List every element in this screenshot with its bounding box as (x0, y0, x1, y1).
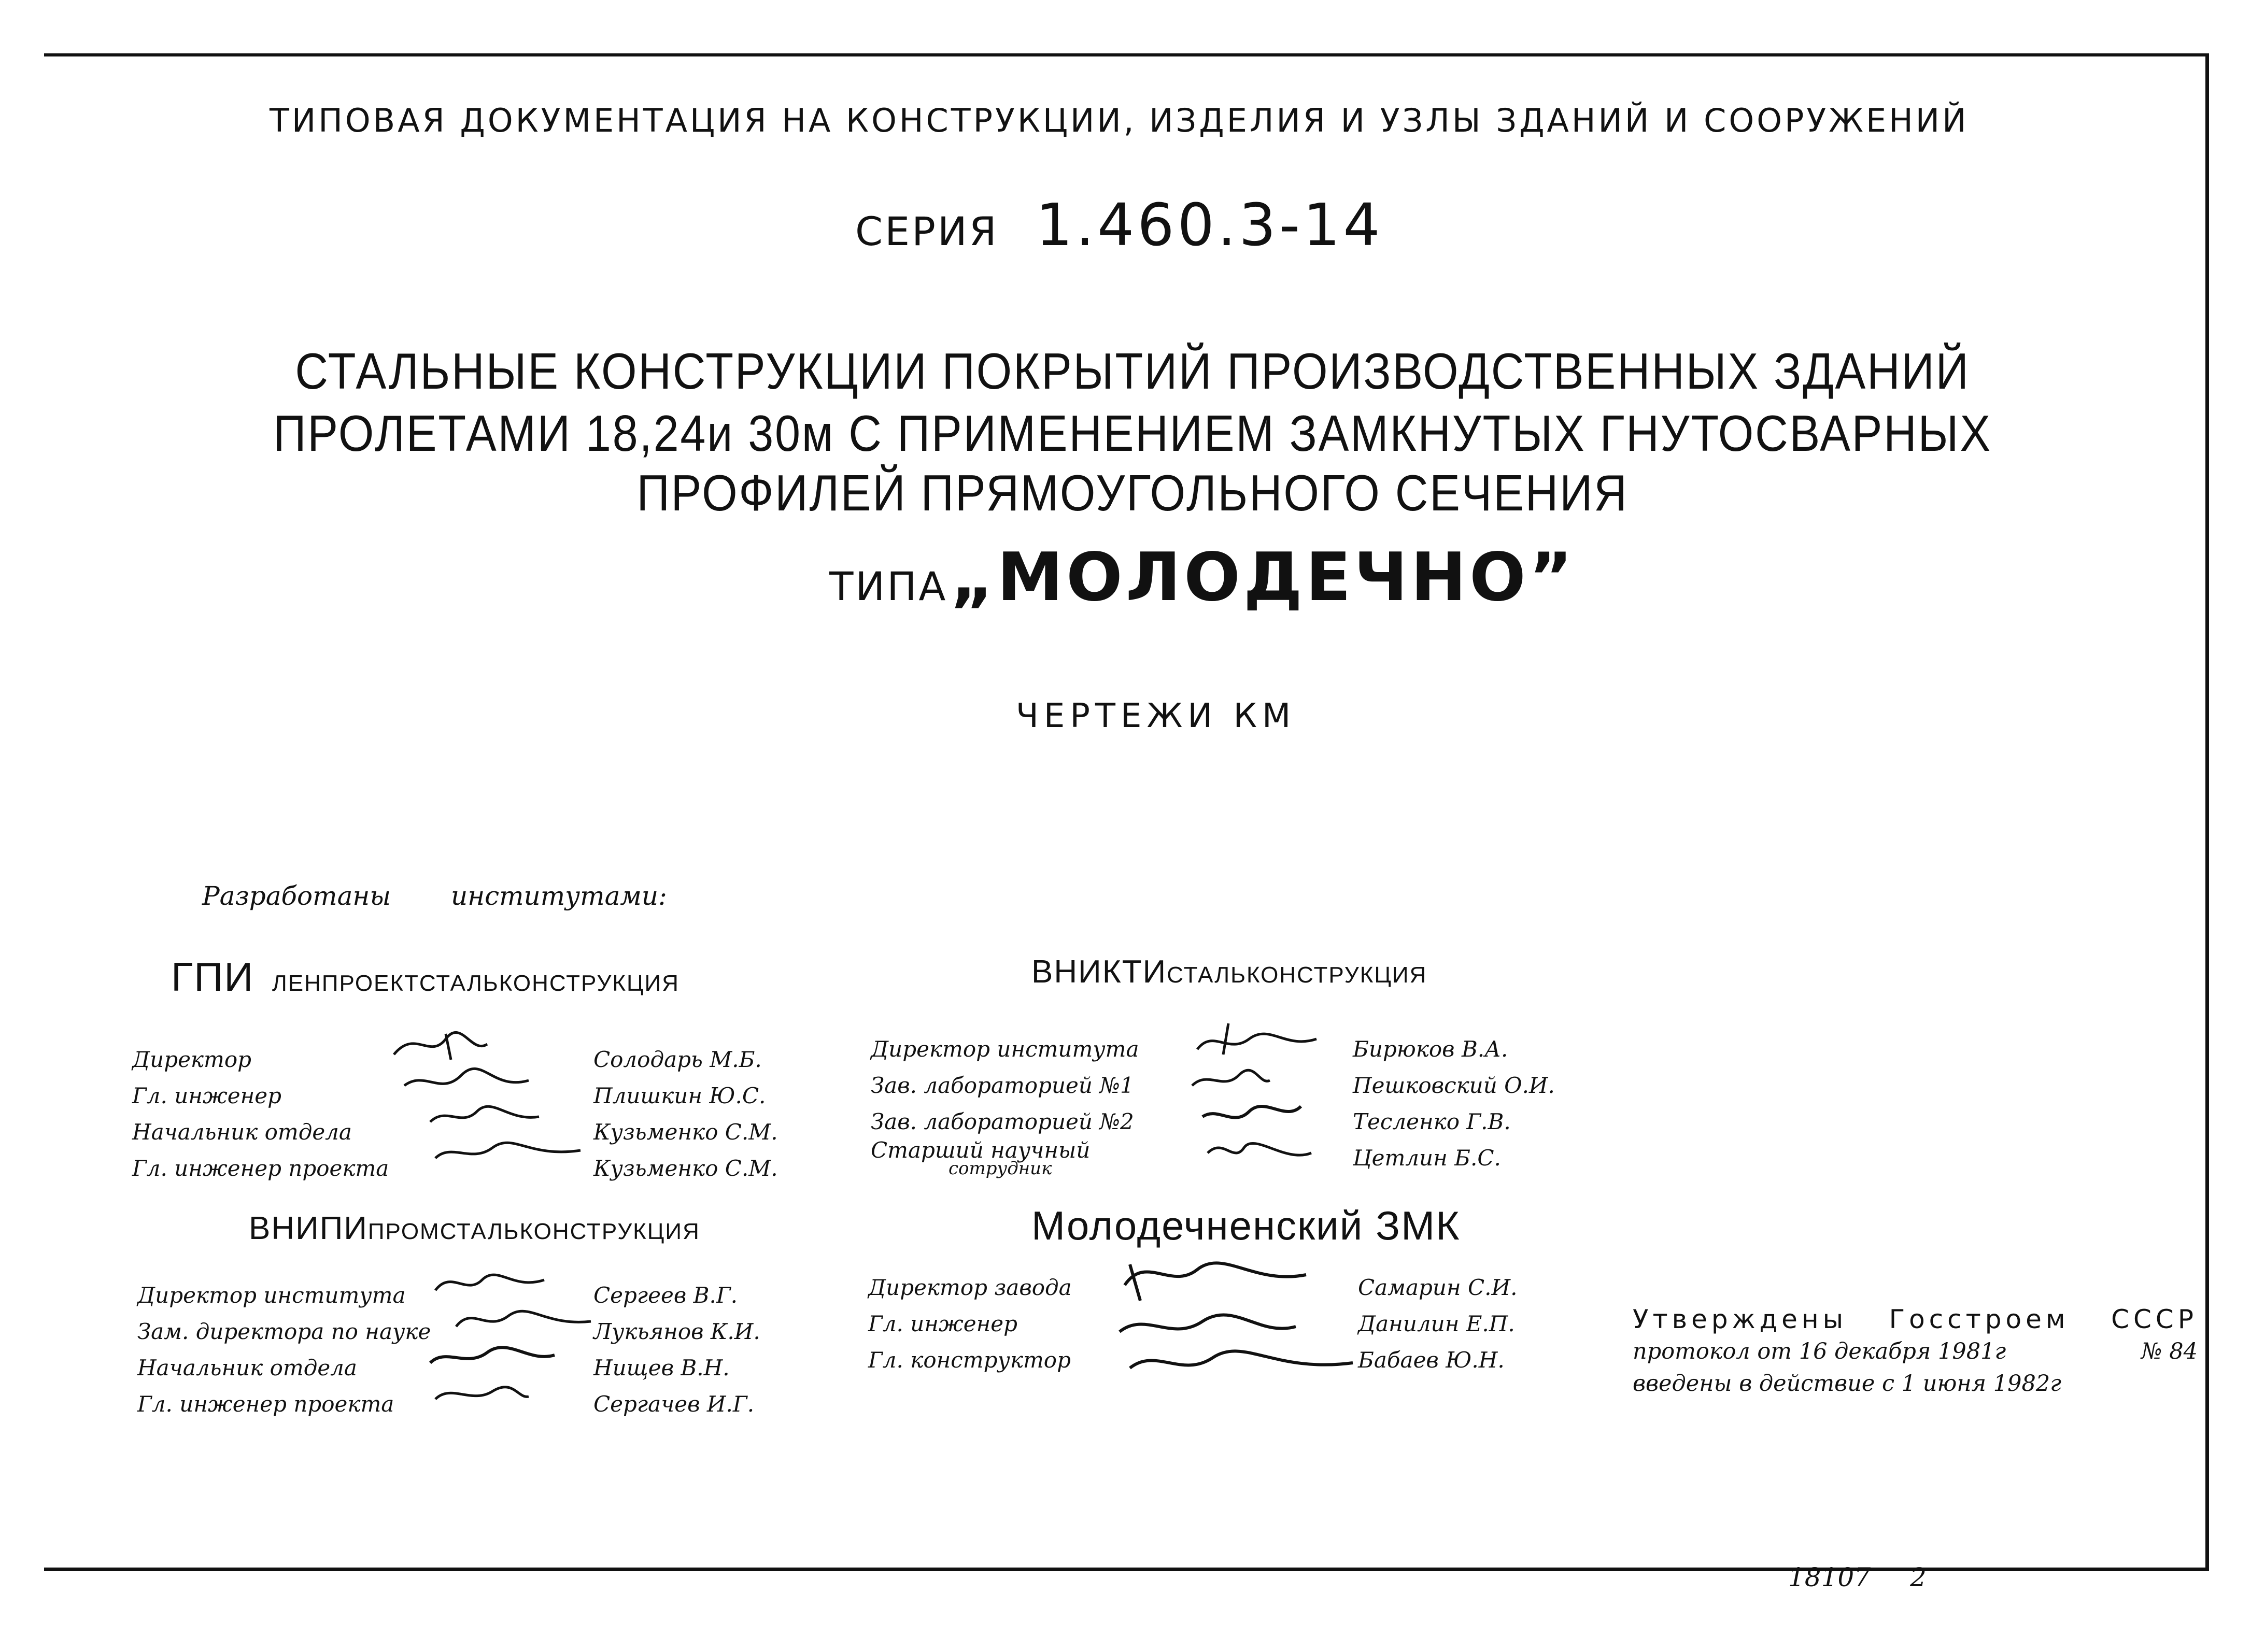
gpi-role: Гл. инженер проекта (132, 1156, 389, 1181)
org-zmk-title: Молодечненский ЗМК (1031, 1203, 1461, 1248)
document-header: ТИПОВАЯ ДОКУМЕНТАЦИЯ НА КОНСТРУКЦИИ, ИЗДЕЛИЯ И УЗЛЫ ЗДАНИЙ И СООРУЖЕНИЙ (270, 102, 1969, 139)
footer-code: 18107 (1788, 1562, 1871, 1592)
series-label: СЕРИЯ (855, 208, 999, 254)
gpi-role: Директор (132, 1047, 252, 1072)
vnikti-person: Цетлин Б.С. (1353, 1145, 1501, 1171)
vnipi-signatures (425, 1259, 596, 1420)
zmk-person: Бабаев Ю.Н. (1358, 1347, 1505, 1373)
vnikti-role: Директор института (871, 1036, 1139, 1062)
org-vnikti-prefix: ВНИКТИ (1031, 954, 1167, 990)
zmk-role: Гл. инженер (868, 1311, 1017, 1336)
title-line-1: СТАЛЬНЫЕ КОНСТРУКЦИИ ПОКРЫТИЙ ПРОИЗВОДСТВЕННЫХ ЗДАНИЙ (295, 343, 1970, 400)
org-vnipi-title (249, 1210, 700, 1247)
title-line-2: ПРОЛЕТАМИ 18,24и 30м С ПРИМЕНЕНИЕМ ЗАМКНУТЫХ ГНУТОСВАРНЫХ (273, 405, 1992, 462)
vnikti-signatures (1182, 1018, 1337, 1189)
vnipi-role: Гл. инженер проекта (137, 1391, 394, 1417)
type-name: „МОЛОДЕЧНО” (950, 539, 1576, 616)
org-vnipi-name: ПРОМСТАЛЬКОНСТРУКЦИЯ (367, 1219, 700, 1244)
vnipi-person: Сергачев И.Г. (593, 1391, 755, 1417)
approval-line-1 (1633, 1303, 2198, 1335)
vnikti-person: Пешковский О.И. (1353, 1073, 1555, 1098)
gpi-person: Солодарь М.Б. (593, 1047, 762, 1072)
vnipi-names (593, 1277, 760, 1422)
vnipi-role: Начальник отдела (137, 1355, 357, 1380)
series-line (855, 192, 1383, 259)
vnipi-person: Сергеев В.Г. (593, 1283, 738, 1308)
gpi-roles (132, 1042, 389, 1187)
type-line (829, 539, 1576, 616)
approval-word: Госстроем (1889, 1304, 2070, 1334)
vnipi-role: Директор института (137, 1283, 406, 1308)
vnipi-role: Зам. директора по науке (137, 1319, 431, 1344)
zmk-roles (868, 1270, 1072, 1378)
approval-block (1633, 1303, 2198, 1400)
vnikti-names (1353, 1031, 1555, 1176)
approval-line-3: введены в действие с 1 июня 1982г (1633, 1371, 2061, 1397)
gpi-role: Начальник отдела (132, 1119, 352, 1145)
org-vnikti-name: СТАЛЬКОНСТРУКЦИЯ (1167, 962, 1427, 988)
series-number: 1.460.3-14 (1036, 192, 1383, 259)
vnipi-person: Нищев В.Н. (593, 1355, 730, 1380)
org-gpi-prefix: ГПИ (171, 954, 254, 1000)
vnikti-person: Тесленко Г.В. (1353, 1109, 1511, 1134)
approval-protocol: протокол от 16 декабря 1981г (1633, 1338, 2006, 1364)
zmk-role: Директор завода (868, 1275, 1072, 1300)
gpi-role: Гл. инженер (132, 1083, 281, 1108)
zmk-signatures (1109, 1244, 1358, 1409)
zmk-person: Данилин Е.П. (1358, 1311, 1515, 1336)
gpi-signatures (384, 1023, 601, 1179)
vnikti-role: сотрудник (949, 1158, 1052, 1179)
frame-top-border (44, 53, 2205, 56)
org-gpi-title (171, 953, 680, 1001)
type-label: ТИПА (829, 563, 948, 609)
drawings-subtitle: ЧЕРТЕЖИ КМ (1016, 697, 1296, 735)
approval-number: № 84 (2141, 1338, 2198, 1364)
footer (1788, 1562, 1927, 1592)
org-vnikti-title (1031, 953, 1427, 990)
zmk-names (1358, 1270, 1517, 1378)
vnikti-person: Бирюков В.А. (1353, 1036, 1508, 1062)
vnikti-role: Старший научный (871, 1137, 1091, 1163)
developed-label: Разработаны (202, 881, 391, 911)
zmk-person: Самарин С.И. (1358, 1275, 1518, 1300)
vnipi-person: Лукьянов К.И. (593, 1319, 760, 1344)
vnipi-roles (137, 1277, 431, 1422)
zmk-role: Гл. конструктор (868, 1347, 1071, 1373)
institutes-label: институтами: (451, 881, 667, 911)
gpi-person: Кузьменко С.М. (593, 1119, 778, 1145)
approval-word: Утверждены (1633, 1304, 1848, 1334)
gpi-person: Плишкин Ю.С. (593, 1083, 766, 1108)
vnikti-role: Зав. лабораторией №1 (871, 1073, 1134, 1098)
org-vnipi-prefix: ВНИПИ (249, 1210, 368, 1246)
approval-word: СССР (2111, 1304, 2198, 1334)
approval-line-2 (1633, 1335, 2198, 1368)
gpi-person: Кузьменко С.М. (593, 1156, 778, 1181)
vnikti-role: Зав. лабораторией №2 (871, 1109, 1134, 1134)
vnikti-roles (871, 1031, 1139, 1179)
frame-right-border (2205, 53, 2209, 1571)
footer-page: 2 (1909, 1562, 1927, 1592)
gpi-names (593, 1042, 778, 1187)
org-gpi-name: ЛЕНПРОЕКТСТАЛЬКОНСТРУКЦИЯ (272, 971, 680, 996)
title-line-3: ПРОФИЛЕЙ ПРЯМОУГОЛЬНОГО СЕЧЕНИЯ (636, 464, 1629, 521)
